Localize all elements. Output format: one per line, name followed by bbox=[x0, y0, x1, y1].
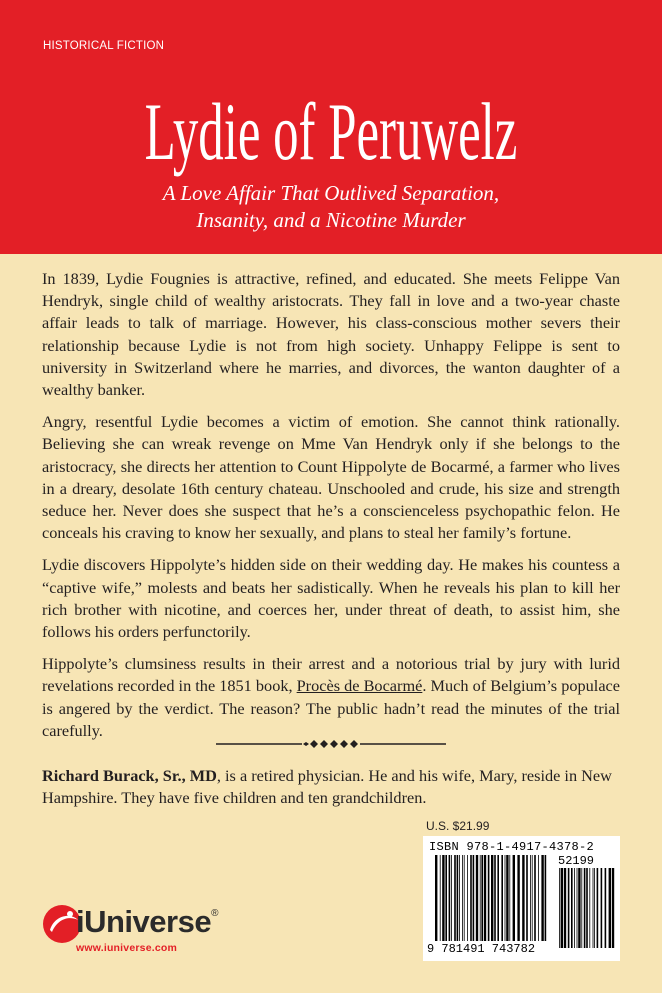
price-label: U.S. $21.99 bbox=[426, 819, 490, 833]
barcode-bar bbox=[522, 855, 524, 941]
subtitle-line-1: A Love Affair That Outlived Separation, bbox=[162, 181, 500, 205]
barcode-bar bbox=[589, 868, 590, 948]
blurb-paragraph-1: In 1839, Lydie Fougnies is attractive, refined, and educated. She meets Felippe Van Hendryk, single child of wealthy aristocrats. They fall in love and a two-year chaste affair leads to talk of marriage. However, his class-conscious mother severs their relationship because Lydie is not from high society. Unhappy Felippe is sent to university in Switzerland where he marries, and divorces, the wanton daughter of a wealthy banker. bbox=[42, 269, 620, 400]
barcode-bar bbox=[564, 868, 566, 948]
barcode-bar bbox=[484, 855, 486, 941]
barcode-bar bbox=[481, 855, 483, 941]
barcode-bar bbox=[534, 855, 536, 941]
author-description: , is a retired physician. He and his wife, Mary, reside in New Hampshire. They have five children and ten grandchildren. bbox=[42, 766, 612, 808]
barcode-bar bbox=[532, 855, 533, 941]
book-subtitle bbox=[0, 180, 662, 234]
barcode-bar bbox=[593, 868, 594, 948]
barcode-bar bbox=[578, 868, 580, 948]
barcode-bar bbox=[491, 855, 493, 941]
blurb-paragraph-4 bbox=[42, 653, 620, 742]
ornament-divider bbox=[0, 736, 662, 752]
addon-bars bbox=[559, 868, 615, 948]
barcode-bar bbox=[464, 855, 465, 941]
barcode-bar bbox=[526, 855, 528, 941]
barcode-bar bbox=[457, 855, 459, 941]
ean-digits: 9 781491 743782 bbox=[427, 942, 536, 956]
publisher-wordmark: iUniverse bbox=[76, 904, 212, 939]
barcode-bar bbox=[440, 855, 441, 941]
blurb-paragraph-2: Angry, resentful Lydie becomes a victim of emotion. She cannot think rationally. Believing she can wreak revenge on Mme Van Hendryk only if she belongs to the aristocracy, she directs her attention to Count Hippolyte de Bocarmé, a farmer who lives in a dreary, desolate 16th century chateau. Unschooled and crude, his size and strength seduce her. Never does she suspect that he’s a conscienceless psychopathic felon. He conceals his craving to know her sexually, and plans to steal her family’s fortune. bbox=[42, 412, 620, 543]
barcode-bar bbox=[561, 868, 563, 948]
barcode-bar bbox=[586, 868, 588, 948]
price-addon-code: 52199 bbox=[558, 854, 595, 868]
barcode-bar bbox=[568, 868, 570, 948]
barcode-bar bbox=[506, 855, 508, 941]
publisher-name bbox=[76, 904, 218, 940]
author-name: Richard Burack, Sr., MD bbox=[42, 766, 217, 785]
ean-bars bbox=[435, 855, 547, 941]
author-bio bbox=[42, 765, 620, 809]
barcode-bar bbox=[584, 868, 586, 948]
barcode-bar bbox=[488, 855, 490, 941]
barcode-bar bbox=[462, 855, 463, 941]
barcode-bar bbox=[467, 855, 468, 941]
barcode-bar bbox=[605, 868, 607, 948]
publisher-logo[interactable] bbox=[40, 902, 270, 962]
blurb-text bbox=[42, 268, 620, 752]
barcode-bar bbox=[497, 855, 499, 941]
barcode-bar bbox=[541, 855, 543, 941]
barcode-bar bbox=[442, 855, 444, 941]
barcode-bar bbox=[505, 855, 506, 941]
barcode-bar bbox=[601, 868, 603, 948]
genre-label: HISTORICAL FICTION bbox=[43, 40, 165, 52]
barcode-bar bbox=[470, 855, 472, 941]
barcode-bar bbox=[435, 855, 437, 941]
barcode-bar bbox=[451, 855, 452, 941]
barcode-bar bbox=[494, 855, 496, 941]
barcode-bar bbox=[571, 868, 573, 948]
barcode-bar bbox=[513, 855, 515, 941]
barcode-bar bbox=[574, 868, 575, 948]
publisher-url[interactable]: www.iuniverse.com bbox=[76, 942, 178, 954]
isbn-text: ISBN 978-1-4917-4378-2 bbox=[429, 840, 595, 854]
barcode-bar bbox=[473, 855, 475, 941]
blurb-paragraph-3: Lydie discovers Hippolyte’s hidden side on their wedding day. He makes his countess a “captive wife,” molests and beats her sadistically. When he reveals his plan to kill her rich brother with nicotine, and coerces her, under threat of death, to assist him, she follows his orders perfunctorily. bbox=[42, 555, 620, 642]
blurb-p4-start: Hippolyte’s clumsiness results in their arrest and a notorious trial by jury with lurid revelations recorded in the 1851 book, bbox=[42, 654, 620, 696]
barcode-bar bbox=[545, 855, 547, 941]
barcode-bar bbox=[538, 855, 539, 941]
barcode-bar bbox=[581, 868, 582, 948]
book-reference: Procès de Bocarmé bbox=[296, 676, 423, 696]
barcode-bar bbox=[559, 868, 560, 948]
barcode-bar bbox=[530, 855, 531, 941]
blurb-p4-end: . Much of Belgium’s populace is angered by the verdict. The reason? The public hadn’t read the minutes of the trial carefully. bbox=[42, 676, 620, 740]
barcode-bar bbox=[476, 855, 478, 941]
isbn-barcode bbox=[423, 836, 620, 961]
subtitle-line-2: Insanity, and a Nicotine Murder bbox=[196, 208, 466, 232]
barcode-bar bbox=[445, 855, 447, 941]
barcode-bar bbox=[612, 868, 614, 948]
barcode-bar bbox=[449, 855, 451, 941]
barcode-bar bbox=[594, 868, 595, 948]
barcode-bar bbox=[480, 855, 481, 941]
barcode-bar bbox=[597, 868, 599, 948]
book-title: Lydie of Peruwelz bbox=[144, 86, 518, 177]
barcode-bar bbox=[459, 855, 460, 941]
barcode-bar bbox=[609, 868, 611, 948]
barcode-bar bbox=[501, 855, 503, 941]
cover-banner bbox=[0, 0, 662, 254]
barcode-bar bbox=[517, 855, 519, 941]
barcode-bar bbox=[509, 855, 510, 941]
barcode-bar bbox=[577, 868, 578, 948]
trademark-symbol: ® bbox=[211, 908, 218, 919]
barcode-bar bbox=[454, 855, 456, 941]
